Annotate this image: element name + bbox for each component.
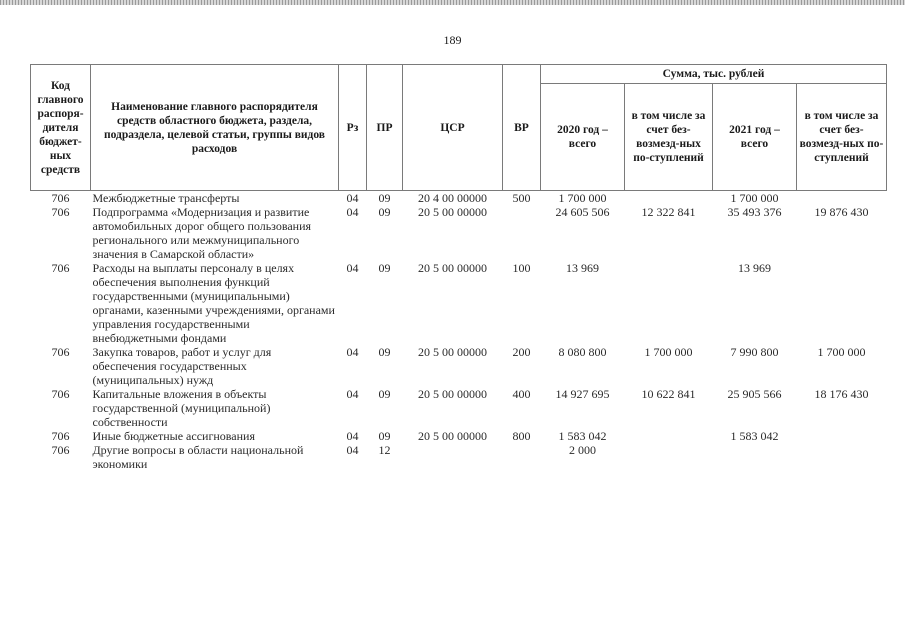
cell-name: Подпрограмма «Модернизация и развитие автомобильных дорог общего пользования регионального или межмуниципального значения в Самарской области»: [92, 205, 312, 261]
cell-name: Закупка товаров, работ и услуг для обеспечения государственных (муниципальных) нужд: [92, 345, 272, 387]
scan-top-border: [0, 0, 905, 5]
cell-csr: 20 5 00 00000: [418, 205, 487, 219]
cell-pr: 12: [378, 443, 391, 457]
cell-2020-grant: 12 322 841: [641, 205, 696, 219]
cell-rz: 04: [346, 429, 359, 443]
cell-2021-grant: [797, 261, 887, 345]
cell-code: 706: [51, 205, 70, 219]
table-row: [31, 443, 887, 471]
table-row: [31, 191, 887, 206]
cell-rz: 04: [346, 387, 359, 401]
cell-2020-grant: 10 622 841: [641, 387, 696, 401]
header-2020-total: 2020 год – всего: [541, 84, 625, 191]
header-2020-grant: в том числе за счет без-возмезд-ных по-ступлений: [625, 84, 713, 191]
header-2021-grant: в том числе за счет без-возмезд-ных по-ступлений: [797, 84, 887, 191]
cell-vr: 500: [512, 191, 531, 205]
cell-2020-grant: [625, 443, 713, 471]
table-row: [31, 205, 887, 261]
cell-name: Межбюджетные трансферты: [92, 191, 240, 205]
cell-2020-grant: 1 700 000: [644, 345, 693, 359]
cell-pr: 09: [378, 261, 391, 275]
cell-2021-total: 25 905 566: [727, 387, 782, 401]
cell-2021-grant: [797, 443, 887, 471]
cell-2020-grant: [625, 429, 713, 443]
cell-csr: 20 5 00 00000: [418, 345, 487, 359]
cell-pr: 09: [378, 345, 391, 359]
cell-name: Капитальные вложения в объекты государственной (муниципальной) собственности: [92, 387, 271, 429]
cell-pr: 09: [378, 205, 391, 219]
cell-csr: 20 5 00 00000: [418, 387, 487, 401]
cell-name: Другие вопросы в области национальной экономики: [92, 443, 304, 471]
header-vr: ВР: [503, 65, 541, 191]
cell-code: 706: [51, 443, 70, 457]
cell-name: Иные бюджетные ассигнования: [92, 429, 255, 443]
cell-2021-total: 35 493 376: [727, 205, 782, 219]
table-row: [31, 261, 887, 345]
cell-2021-grant: 18 176 430: [814, 387, 869, 401]
page-number: 189: [443, 33, 462, 47]
table-header: [31, 65, 887, 191]
cell-2020-grant: [625, 261, 713, 345]
cell-pr: 09: [378, 387, 391, 401]
cell-2020-total: 2 000: [569, 443, 596, 457]
cell-code: 706: [51, 345, 70, 359]
cell-vr: [503, 443, 541, 471]
cell-vr: 100: [512, 261, 531, 275]
cell-code: 706: [51, 429, 70, 443]
cell-csr: [403, 443, 503, 471]
header-name: Наименование главного распорядителя средств областного бюджета, раздела, подраздела, целевой статьи, группы видов расходов: [91, 65, 339, 191]
cell-pr: 09: [378, 429, 391, 443]
table-row: [31, 429, 887, 443]
header-csr: ЦСР: [403, 65, 503, 191]
header-2021-total: 2021 год – всего: [713, 84, 797, 191]
cell-vr: 200: [512, 345, 531, 359]
cell-rz: 04: [346, 191, 359, 205]
cell-2021-grant: 19 876 430: [814, 205, 869, 219]
cell-code: 706: [51, 387, 70, 401]
header-pr: ПР: [367, 65, 403, 191]
header-code: Код главного распоря-дителя бюджет-ных средств: [31, 65, 91, 191]
cell-csr: 20 4 00 00000: [418, 191, 487, 205]
table-row: [31, 345, 887, 387]
cell-2020-total: 1 583 042: [558, 429, 607, 443]
cell-code: 706: [51, 261, 70, 275]
cell-csr: 20 5 00 00000: [418, 261, 487, 275]
cell-vr: 800: [512, 429, 531, 443]
cell-2021-total: 13 969: [738, 261, 771, 275]
cell-2020-total: 13 969: [566, 261, 599, 275]
cell-rz: 04: [346, 205, 359, 219]
budget-table: [30, 64, 887, 471]
cell-vr: 400: [512, 387, 531, 401]
header-rz: Рз: [339, 65, 367, 191]
cell-2020-total: 8 080 800: [558, 345, 607, 359]
table-body: [31, 191, 887, 472]
cell-2020-total: 1 700 000: [558, 191, 607, 205]
cell-2020-total: 24 605 506: [555, 205, 610, 219]
cell-2021-grant: 1 700 000: [817, 345, 866, 359]
cell-2020-grant: [625, 191, 713, 206]
table-row: [31, 387, 887, 429]
cell-2021-total: [713, 443, 797, 471]
cell-pr: 09: [378, 191, 391, 205]
cell-rz: 04: [346, 345, 359, 359]
cell-csr: 20 5 00 00000: [418, 429, 487, 443]
cell-2021-grant: [797, 429, 887, 443]
cell-name: Расходы на выплаты персоналу в целях обеспечения выполнения функций государственными (муниципальными) органами, казенными учреждениями, органами управления государственными внебюджетными фондами: [92, 261, 335, 345]
cell-rz: 04: [346, 443, 359, 457]
cell-2021-total: 1 583 042: [730, 429, 779, 443]
cell-rz: 04: [346, 261, 359, 275]
cell-2021-total: 7 990 800: [730, 345, 779, 359]
cell-2020-total: 14 927 695: [555, 387, 610, 401]
header-sum: Сумма, тыс. рублей: [541, 65, 887, 84]
cell-2021-grant: [797, 191, 887, 206]
cell-vr: [503, 205, 541, 261]
cell-code: 706: [51, 191, 70, 205]
cell-2021-total: 1 700 000: [730, 191, 779, 205]
